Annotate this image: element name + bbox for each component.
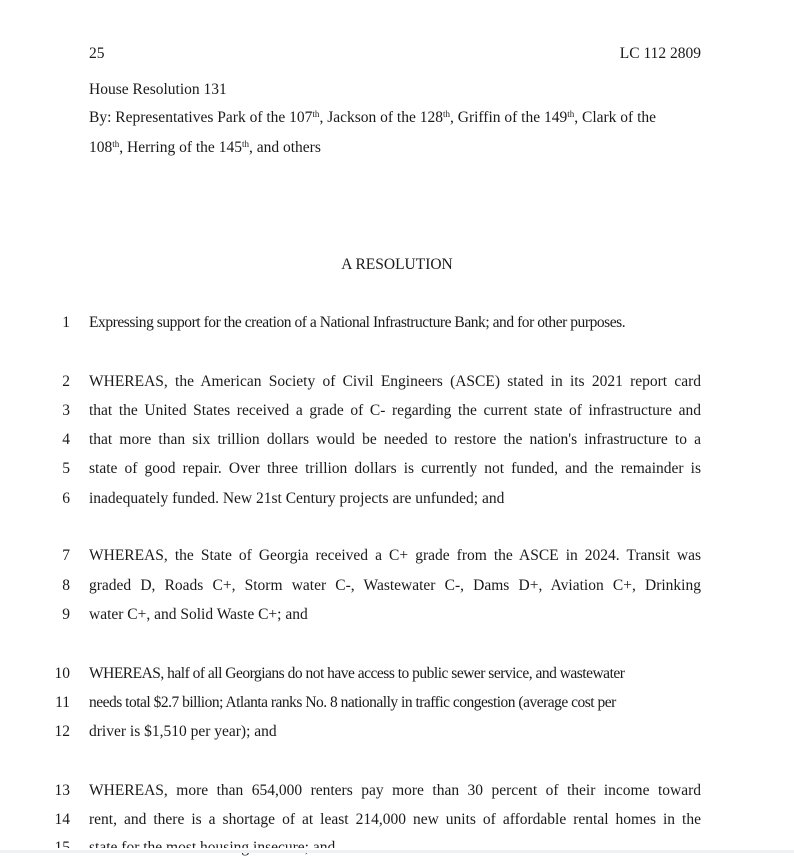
line-number: 8 — [62, 577, 70, 594]
lc-code: LC 112 2809 — [619, 45, 701, 62]
line-text: driver is $1,510 per year); and — [89, 723, 277, 740]
line-text: graded D, Roads C+, Storm water C-, Wastewater C-, Dams D+, Aviation C+, Drinking — [89, 577, 701, 594]
line-number: 9 — [62, 606, 70, 623]
line-text: that more than six trillion dollars would be needed to restore the nation's infrastructure to a — [89, 431, 701, 448]
line-text: that the United States received a grade of C- regarding the current state of infrastructure and — [89, 402, 701, 419]
line-text: rent, and there is a shortage of at least 214,000 new units of affordable rental homes in the — [89, 811, 701, 828]
sponsors-line-2: 108th, Herring of the 145th, and others — [89, 139, 321, 156]
line-text: water C+, and Solid Waste C+; and — [89, 606, 308, 623]
line-text: WHEREAS, more than 654,000 renters pay more than 30 percent of their income toward — [89, 782, 701, 799]
line-number: 5 — [62, 460, 70, 477]
sponsors-line-1: By: Representatives Park of the 107th, Jackson of the 128th, Griffin of the 149th, Clark of the — [89, 109, 657, 126]
line-text: inadequately funded. New 21st Century projects are unfunded; and — [89, 490, 505, 507]
line-number: 10 — [54, 665, 70, 682]
line-text: WHEREAS, the American Society of Civil Engineers (ASCE) stated in its 2021 report card — [89, 373, 701, 390]
line-number: 13 — [54, 782, 70, 799]
page-number: 25 — [89, 45, 105, 62]
line-text: needs total $2.7 billion; Atlanta ranks No. 8 nationally in traffic congestion (average cost per — [89, 694, 616, 711]
resolution-title: A RESOLUTION — [341, 256, 453, 273]
line-text: state of good repair. Over three trillion dollars is currently not funded, and the remainder is — [89, 460, 701, 477]
line-number: 1 — [62, 314, 70, 331]
line-number: 4 — [62, 431, 70, 448]
line-text: WHEREAS, half of all Georgians do not have access to public sewer service, and wastewater — [89, 665, 625, 682]
line-number: 6 — [62, 490, 70, 507]
bill-number: House Resolution 131 — [89, 81, 227, 98]
line-number: 12 — [54, 723, 70, 740]
line-number: 14 — [54, 811, 70, 828]
line-number: 3 — [62, 402, 70, 419]
line-text: Expressing support for the creation of a National Infrastructure Bank; and for other purposes. — [89, 314, 626, 331]
line-number: 7 — [62, 547, 70, 564]
line-number: 11 — [55, 694, 70, 711]
line-text: WHEREAS, the State of Georgia received a C+ grade from the ASCE in 2024. Transit was — [89, 547, 701, 564]
line-number: 2 — [62, 373, 70, 390]
